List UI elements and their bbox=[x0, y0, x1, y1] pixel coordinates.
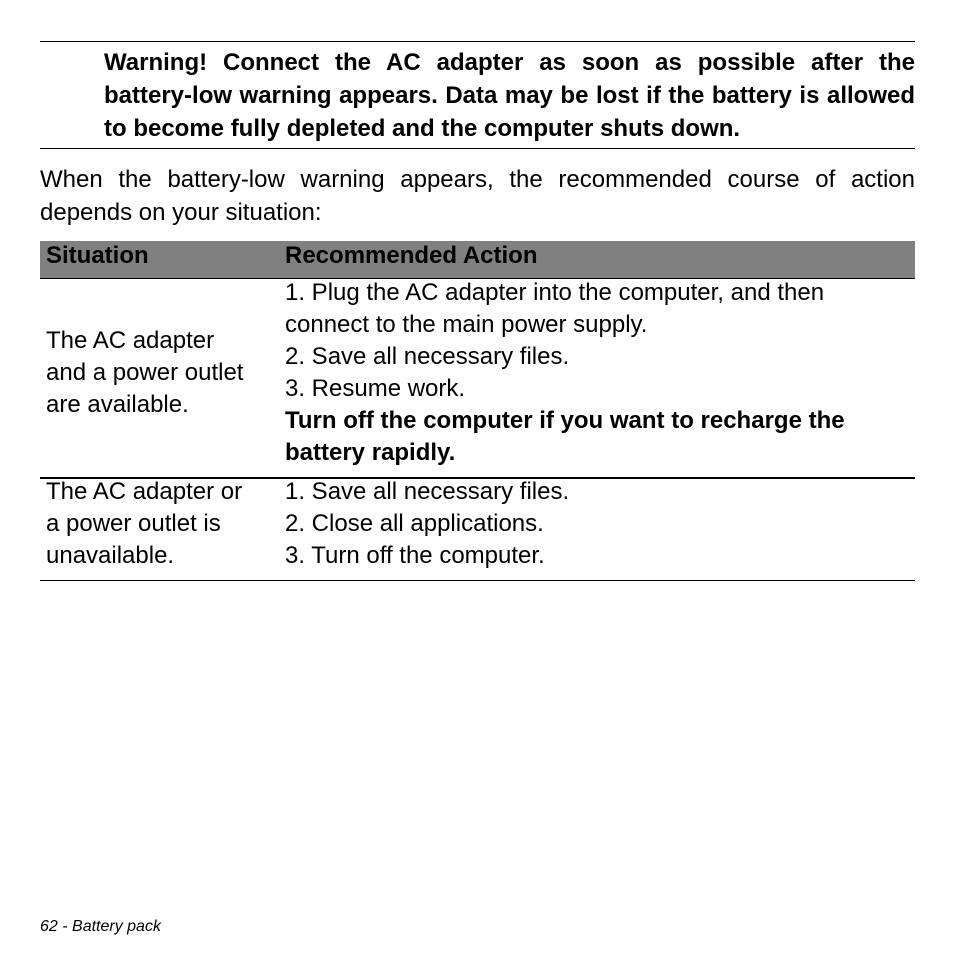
row2-situation-line: a power outlet is bbox=[46, 510, 221, 537]
row2-situation-line: unavailable. bbox=[46, 542, 175, 569]
row2-action-line: 3. Turn off the computer. bbox=[285, 542, 545, 569]
row1-action-line: 2. Save all necessary files. bbox=[285, 343, 570, 370]
row2-situation-line: The AC adapter or bbox=[46, 478, 243, 505]
row1-note-line: Turn off the computer if you want to recharge the bbox=[285, 407, 845, 434]
row1-action-line: 3. Resume work. bbox=[285, 375, 466, 402]
intro-paragraph: When the battery-low warning appears, the recommended course of action depends on your situation: bbox=[40, 166, 915, 226]
warning-bottom-rule bbox=[40, 148, 915, 149]
header-situation: Situation bbox=[46, 242, 149, 269]
row1-situation-line: The AC adapter bbox=[46, 327, 215, 354]
row1-situation-line: are available. bbox=[46, 391, 189, 418]
row2-actions bbox=[285, 476, 569, 572]
row1-action-line: connect to the main power supply. bbox=[285, 311, 648, 338]
row1-situation-line: and a power outlet bbox=[46, 359, 244, 386]
row1-situation bbox=[46, 325, 243, 421]
row1-note-line: battery rapidly. bbox=[285, 439, 456, 466]
row1-actions bbox=[285, 277, 845, 469]
table-bottom-rule bbox=[40, 580, 915, 581]
top-rule bbox=[40, 41, 915, 42]
page-footer: 62 - Battery pack bbox=[40, 918, 161, 935]
row2-action-line: 2. Close all applications. bbox=[285, 510, 544, 537]
row1-action-line: 1. Plug the AC adapter into the computer, and then bbox=[285, 279, 825, 306]
row2-action-line: 1. Save all necessary files. bbox=[285, 478, 570, 505]
row2-situation bbox=[46, 476, 242, 572]
header-recommended-action: Recommended Action bbox=[285, 242, 538, 269]
warning-note: Warning! Connect the AC adapter as soon as possible after the battery-low warning appears. Data may be lost if the battery is allowed to become fully depleted and the computer shuts down. bbox=[104, 49, 915, 142]
